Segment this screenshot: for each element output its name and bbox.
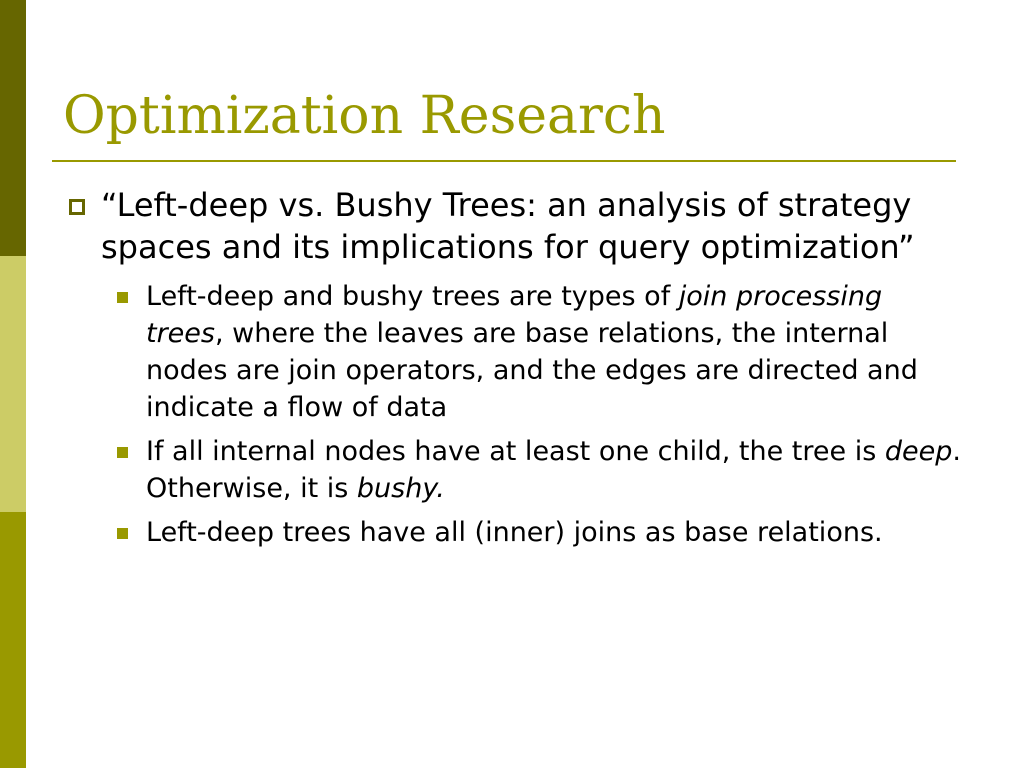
sub-bullet-text: Left-deep and bushy trees are types of bbox=[146, 281, 679, 312]
side-band-dark bbox=[0, 0, 26, 256]
slide-content bbox=[66, 184, 966, 558]
sub-bullet-italic-text: deep bbox=[884, 436, 953, 467]
square-bullet-icon bbox=[117, 292, 128, 303]
bullet-paper-title-text: “Left-deep vs. Bushy Trees: an analysis of strategy spaces and its implications for query optimization” bbox=[101, 186, 915, 266]
sub-bullet-italic-text: join processing trees bbox=[146, 281, 883, 349]
hollow-square-bullet-icon bbox=[69, 199, 85, 215]
sub-bullet-deep-vs-bushy bbox=[66, 433, 966, 507]
sub-bullet-text: . Otherwise, it is bbox=[146, 436, 961, 504]
bullet-paper-title bbox=[66, 184, 966, 268]
square-bullet-icon bbox=[117, 528, 128, 539]
sub-bullet-list bbox=[66, 278, 966, 551]
sub-bullet-left-deep bbox=[66, 514, 966, 551]
title-divider bbox=[52, 160, 956, 162]
sub-bullet-join-trees bbox=[66, 278, 966, 426]
side-band-mid bbox=[0, 512, 26, 768]
sub-bullet-text: If all internal nodes have at least one child, the tree is bbox=[146, 436, 885, 467]
sub-bullet-text: Left-deep trees have all (inner) joins as base relations. bbox=[146, 517, 883, 548]
square-bullet-icon bbox=[117, 447, 128, 458]
sub-bullet-italic-text: bushy. bbox=[356, 473, 445, 504]
slide-title: Optimization Research bbox=[63, 86, 666, 146]
sub-bullet-text: , where the leaves are base relations, the internal nodes are join operators, and the edges are directed and indicate a flow of data bbox=[146, 318, 918, 423]
side-band-light bbox=[0, 256, 26, 512]
